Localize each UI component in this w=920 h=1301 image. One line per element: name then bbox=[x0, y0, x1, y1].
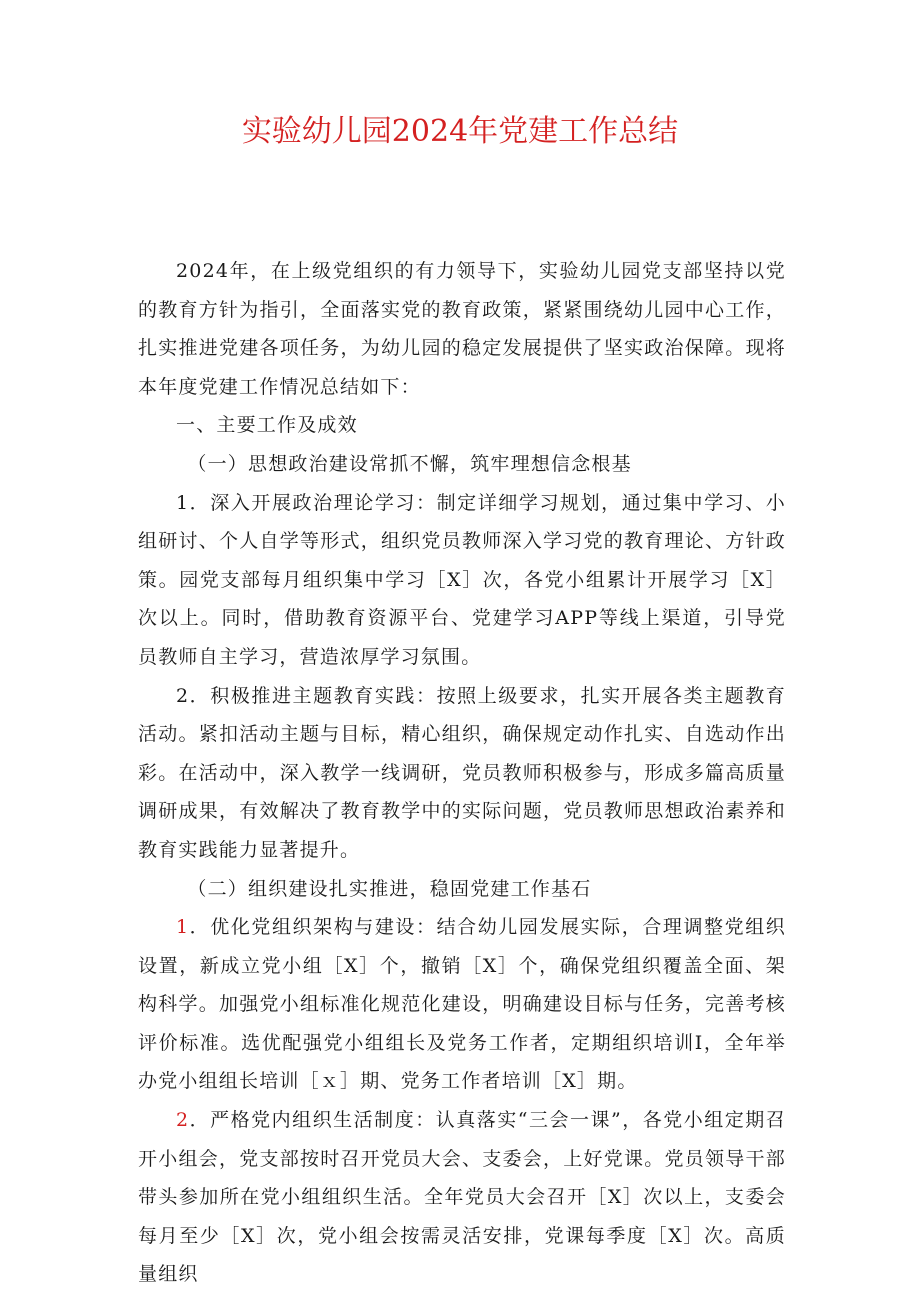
document-title: 实验幼儿园2024年党建工作总结 bbox=[241, 114, 679, 149]
item-number: 2 bbox=[176, 1109, 190, 1132]
paragraph-org-life bbox=[138, 1101, 786, 1294]
subsection-heading-organization: （二）组织建设扎实推进，稳固党建工作基石 bbox=[187, 877, 592, 900]
paragraph-text: ．严格党内组织生活制度：认真落实“三会一课”，各党小组定期召开小组会，党支部按时召开党员大会、支委会，上好党课。党员领导干部带头参加所在党小组组织生活。全年党员大会召开［X］次以上，支委会每月至少［X］次，党小组会按需灵活安排，党课每季度［X］次。高质量组织 bbox=[138, 1109, 786, 1286]
subsection-heading-ideology: （一）思想政治建设常抓不懈，筑牢理想信念根基 bbox=[187, 452, 632, 475]
item-number: 1 bbox=[176, 916, 190, 939]
intro-paragraph: 2024年，在上级党组织的有力领导下，实验幼儿园党支部坚持以党的教育方针为指引，全面落实党的教育政策，紧紧围绕幼儿园中心工作，扎实推进党建各项任务，为幼儿园的稳定发展提供了坚实政治保障。现将本年度党建工作情况总结如下： bbox=[138, 260, 786, 398]
paragraph-text: ．优化党组织架构与建设：结合幼儿园发展实际，合理调整党组织设置，新成立党小组［X］个，撤销［X］个，确保党组织覆盖全面、架构科学。加强党小组标准化规范化建设，明确建设目标与任务，完善考核评价标准。选优配强党小组组长及党务工作者，定期组织培训I，全年举办党小组组长培训［ｘ］期、党务工作者培训［X］期。 bbox=[138, 916, 786, 1093]
paragraph-theme-education: 2．积极推进主题教育实践：按照上级要求，扎实开展各类主题教育活动。紧扣活动主题与目标，精心组织，确保规定动作扎实、自选动作出彩。在活动中，深入教学一线调研，党员教师积极参与，形成多篇高质量调研成果，有效解决了教育教学中的实际问题，党员教师思想政治素养和教育实践能力显著提升。 bbox=[138, 684, 786, 861]
paragraph-theory-study: 1．深入开展政治理论学习：制定详细学习规划，通过集中学习、小组研讨、个人自学等形式，组织党员教师深入学习党的教育理论、方针政策。园党支部每月组织集中学习［X］次，各党小组累计开展学习［X］次以上。同时，借助教育资源平台、党建学习APP等线上渠道，引导党员教师自主学习，营造浓厚学习氛围。 bbox=[138, 491, 786, 668]
document-body bbox=[138, 252, 786, 1294]
section-heading-main-work: 一、主要工作及成效 bbox=[176, 414, 358, 437]
paragraph-org-structure bbox=[138, 908, 786, 1101]
